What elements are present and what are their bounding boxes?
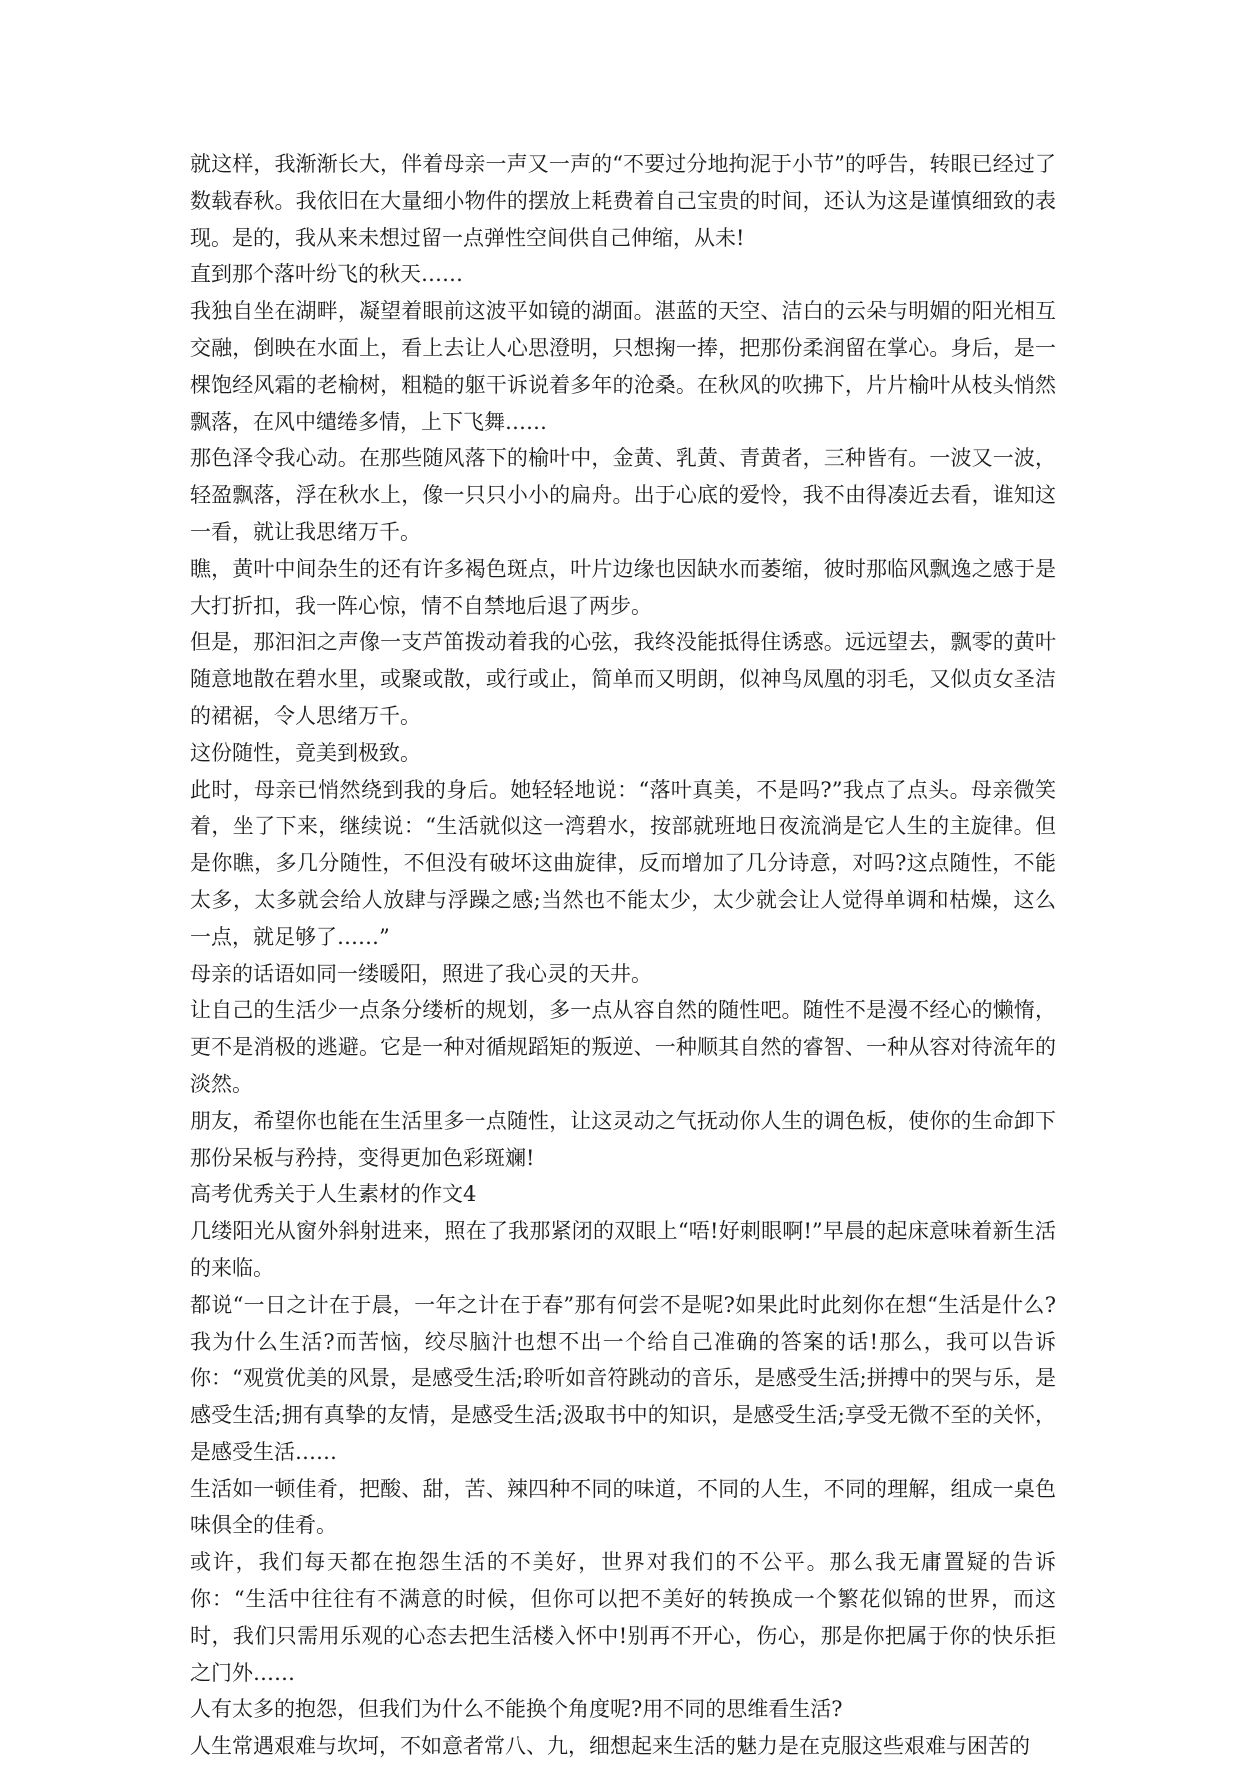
paragraph: 瞧，黄叶中间杂生的还有许多褐色斑点，叶片边缘也因缺水而萎缩，彼时那临风飘逸之感于是大打折扣，我一阵心惊，情不自禁地后退了两步。: [190, 556, 1056, 618]
section-heading: 高考优秀关于人生素材的作文4: [190, 1182, 477, 1207]
paragraph: 人生常遇艰难与坎坷，不如意者常八、九，细想起来生活的魅力是在克服这些艰难与困苦的: [190, 1734, 1030, 1759]
paragraph: 都说“一日之计在于晨，一年之计在于春”那有何尝不是呢?如果此时此刻你在想“生活是什么?我为什么生活?而苦恼，绞尽脑汁也想不出一个给自己准确的答案的话!那么，我可以告诉你：“观赏优美的风景，是感受生活;聆听如音符跳动的音乐，是感受生活;拼搏中的哭与乐，是感受生活;拥有真挚的友情，是感受生活;汲取书中的知识，是感受生活;享受无微不至的关怀，是感受生活……: [190, 1292, 1056, 1464]
paragraph: 几缕阳光从窗外斜射进来，照在了我那紧闭的双眼上“唔!好刺眼啊!”早晨的起床意味着新生活的来临。: [190, 1219, 1056, 1280]
paragraph: 母亲的话语如同一缕暖阳，照进了我心灵的天井。: [190, 961, 652, 986]
paragraph: 此时，母亲已悄然绕到我的身后。她轻轻地说：“落叶真美，不是吗?”我点了点头。母亲微笑着，坐了下来，继续说：“生活就似这一湾碧水，按部就班地日夜流淌是它人生的主旋律。但是你瞧，多几分随性，不但没有破坏这曲旋律，反而增加了几分诗意，对吗?这点随性，不能太多，太多就会给人放肆与浮躁之感;当然也不能太少，太少就会让人觉得单调和枯燥，这么一点，就足够了……”: [190, 777, 1056, 949]
paragraph: 让自己的生活少一点条分缕析的规划，多一点从容自然的随性吧。随性不是漫不经心的懒惰，更不是消极的逃避。它是一种对循规蹈矩的叛逆、一种顺其自然的睿智、一种从容对待流年的淡然。: [190, 998, 1056, 1096]
paragraph: 人有太多的抱怨，但我们为什么不能换个角度呢?用不同的思维看生活?: [190, 1697, 843, 1722]
paragraph: 那色泽令我心动。在那些随风落下的榆叶中，金黄、乳黄、青黄者，三种皆有。一波又一波，轻盈飘落，浮在秋水上，像一只只小小的扁舟。出于心底的爱怜，我不由得凑近去看，谁知这一看，就让我思绪万千。: [190, 446, 1056, 544]
paragraph: 或许，我们每天都在抱怨生活的不美好，世界对我们的不公平。那么我无庸置疑的告诉你：“生活中往往有不满意的时候，但你可以把不美好的转换成一个繁花似锦的世界，而这时，我们只需用乐观的心态去把生活楼入怀中!别再不开心，伤心，那是你把属于你的快乐拒之门外……: [190, 1550, 1056, 1685]
paragraph: 直到那个落叶纷飞的秋天……: [190, 262, 463, 287]
paragraph: 朋友，希望你也能在生活里多一点随性，让这灵动之气抚动你人生的调色板，使你的生命卸下那份呆板与矜持，变得更加色彩斑斓!: [190, 1108, 1056, 1170]
document-body: [190, 146, 1056, 1765]
paragraph: 但是，那汩汩之声像一支芦笛拨动着我的心弦，我终没能抵得住诱惑。远远望去，飘零的黄叶随意地散在碧水里，或聚或散，或行或止，简单而又明朗，似神鸟凤凰的羽毛，又似贞女圣洁的裙裾，令人思绪万千。: [190, 630, 1056, 728]
paragraph: 我独自坐在湖畔，凝望着眼前这波平如镜的湖面。湛蓝的天空、洁白的云朵与明媚的阳光相互交融，倒映在水面上，看上去让人心思澄明，只想掬一捧，把那份柔润留在掌心。身后，是一棵饱经风霜的老榆树，粗糙的躯干诉说着多年的沧桑。在秋风的吹拂下，片片榆叶从枝头悄然飘落，在风中缱绻多情，上下飞舞……: [190, 299, 1056, 434]
paragraph: 生活如一顿佳肴，把酸、甜，苦、辣四种不同的味道，不同的人生，不同的理解，组成一桌色味俱全的佳肴。: [190, 1476, 1056, 1538]
paragraph: 就这样，我渐渐长大，伴着母亲一声又一声的“不要过分地拘泥于小节”的呼告，转眼已经过了数载春秋。我依旧在大量细小物件的摆放上耗费着自己宝贵的时间，还认为这是谨慎细致的表现。是的，我从来未想过留一点弹性空间供自己伸缩，从未!: [190, 152, 1056, 250]
paragraph: 这份随性，竟美到极致。: [190, 740, 421, 765]
